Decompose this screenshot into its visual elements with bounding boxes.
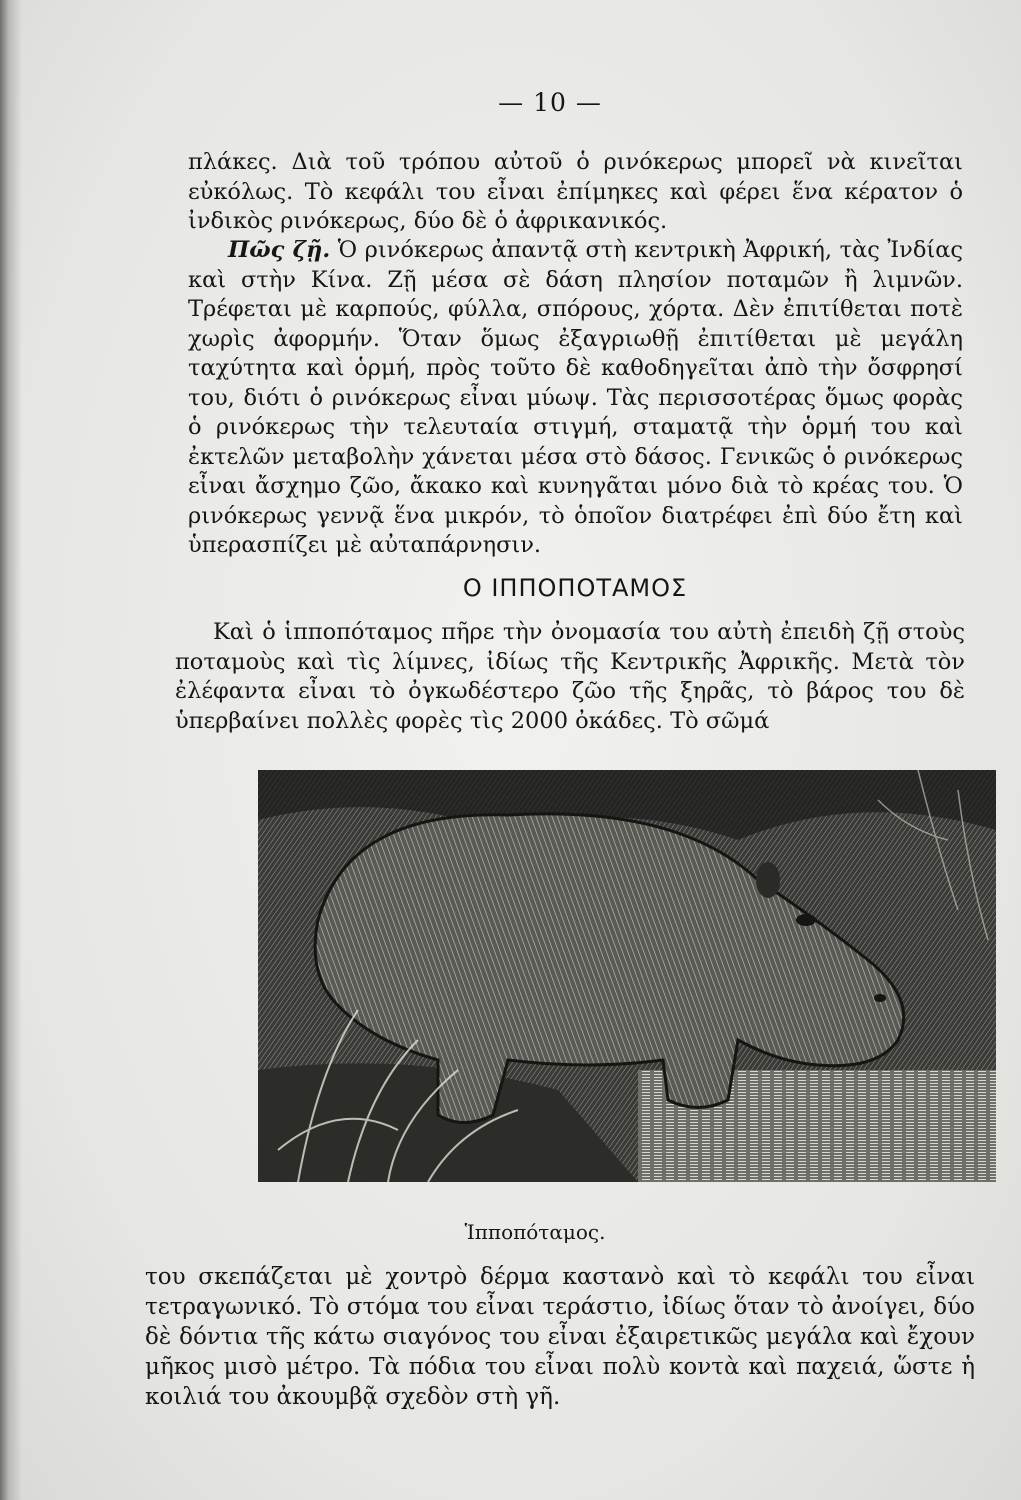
- hippopotamus-illustration: [258, 770, 996, 1182]
- paragraph-how-it-lives: [188, 236, 963, 561]
- hippopotamus-engraving-icon: [258, 770, 996, 1182]
- paragraph-body: Ὁ ρινόκερως ἀπαντᾷ στὴ κεντρικὴ Ἀφρική, τὰς Ἰνδίας καὶ στὴν Κίνα. Ζῇ μέσα σὲ δάση πλησίον ποταμῶν ἢ λιμνῶν. Τρέφεται μὲ καρπούς, φύλλα, σπόρους, χόρτα. Δὲν ἐπιτίθεται ποτὲ χωρὶς ἀφορμήν. Ὅταν ὅμως ἐξαγριωθῇ ἐπιτίθεται μὲ μεγάλη ταχύτητα καὶ ὁρμή, πρὸς τοῦτο δὲ καθοδηγεῖται ἀπὸ τὴν ὄσφρησί του, διότι ὁ ρινόκερως εἶναι μύωψ. Τὰς περισσοτέρας ὅμως φορὰς ὁ ρινόκερως τὴν τελευταία στιγμή, σταματᾷ τὴν ὁρμή του καὶ ἐκτελῶν μεταβολὴν χάνεται μέσα στὸ δάσος. Γενικῶς ὁ ρινόκερως εἶναι ἄσχημο ζῶο, ἄκακο καὶ κυνηγᾶται μόνο διὰ τὸ κρέας του. Ὁ ρινόκερως γεννᾷ ἕνα μικρόν, τὸ ὁποῖον διατρέφει ἐπὶ δύο ἔτη καὶ ὑπερασπίζει μὲ αὐταπάρνησιν.: [188, 237, 963, 558]
- section-heading-hippopotamus: Ο ΙΠΠΟΠΟΤΑΜΟΣ: [462, 574, 688, 602]
- paragraph-hippopotamus-intro: Καὶ ὁ ἱπποπόταμος πῆρε τὴν ὀνομασία του αὐτὴ ἐπειδὴ ζῇ στοὺς ποταμοὺς καὶ τὶς λίμνες, ἰδίως τῆς Κεντρικῆς Ἀφρικῆς. Μετὰ τὸν ἐλέφαντα εἶναι τὸ ὀγκωδέστερο ζῶο τῆς ξηρᾶς, τὸ βάρος του δὲ ὑπερβαίνει πολλὲς φορὲς τὶς 2000 ὀκάδες. Τὸ σῶμά: [175, 619, 965, 734]
- figure-caption: Ἱπποπόταμος.: [464, 1220, 606, 1244]
- paragraph-hippopotamus-body: του σκεπάζεται μὲ χοντρὸ δέρμα καστανὸ καὶ τὸ κεφάλι του εἶναι τετραγωνικό. Τὸ στόμα του εἶναι τεράστιο, ἰδίως ὅταν τὸ ἀνοίγει, δύο δὲ δόντια τῆς κάτω σιαγόνος του εἶναι ἐξαιρετικῶς μεγάλα καὶ ἔχουν μῆκος μισὸ μέτρο. Τὰ πόδια του εἶναι πολὺ κοντὰ καὶ παχειά, ὥστε ἡ κοιλιά του ἀκουμβᾷ σχεδὸν στὴ γῆ.: [145, 1264, 975, 1410]
- page-edge-shadow: [0, 0, 22, 1500]
- paragraph-rhinoceros-end: πλάκες. Διὰ τοῦ τρόπου αὐτοῦ ὁ ρινόκερως μπορεῖ νὰ κινεῖται εὐκόλως. Τὸ κεφάλι του εἶναι ἐπίμηκες καὶ φέρει ἕνα κέρατον ὁ ἰνδικὸς ρινόκερως, δύο δὲ ὁ ἀφρικανικός.: [188, 149, 963, 234]
- page-number: — 10 —: [498, 88, 602, 117]
- paragraph-lead-heading: Πῶς ζῇ.: [228, 237, 331, 263]
